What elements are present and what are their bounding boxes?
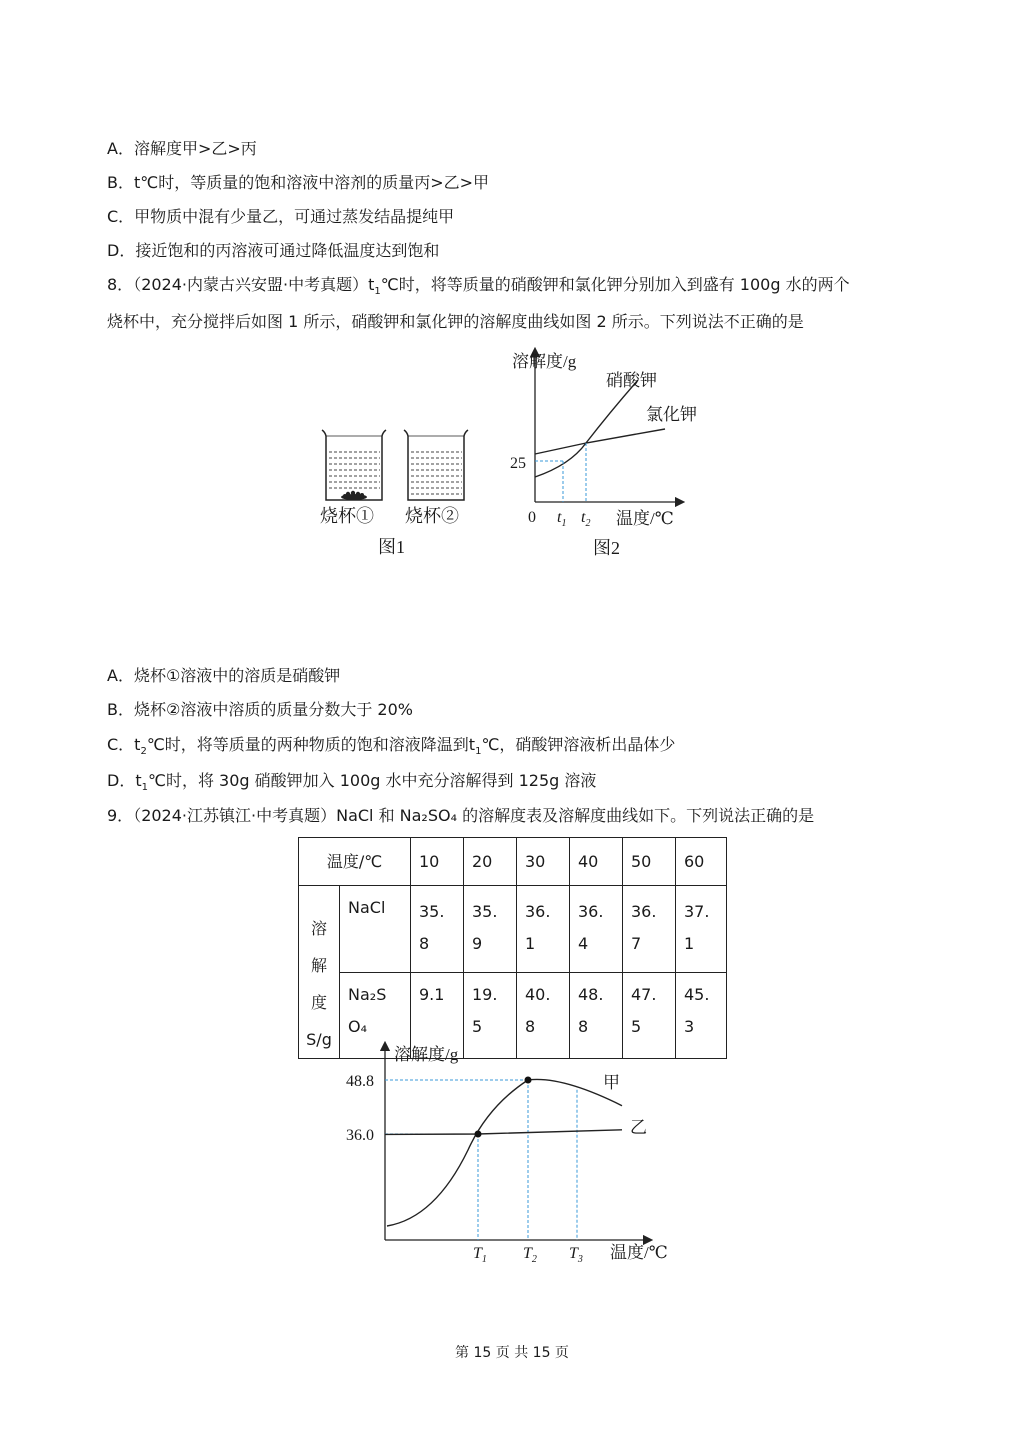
q9-T3-label: $T_3$ <box>569 1245 583 1265</box>
na2so4-20: 19. 5 <box>464 972 517 1059</box>
na2so4-60: 45. 3 <box>676 972 727 1059</box>
crystal-deposit <box>341 491 367 500</box>
point-jia-peak <box>525 1077 532 1084</box>
table-header-label: 温度/℃ <box>299 838 411 886</box>
nacl-50: 36. 7 <box>623 886 676 973</box>
na2so4-30: 40. 8 <box>517 972 570 1059</box>
na2so4-label: Na₂S O₄ <box>340 972 411 1059</box>
fig2-xlabel: 温度/℃ <box>616 509 674 528</box>
fig2-kno3-label: 硝酸钾 <box>606 371 657 390</box>
q7-option-d: D．接近饱和的丙溶液可通过降低温度达到饱和 <box>107 241 440 260</box>
q9-solubility-chart <box>340 1040 690 1270</box>
figure-1-caption: 图1 <box>378 537 405 557</box>
beaker-1-drawing <box>322 430 386 500</box>
fig2-kcl-label: 氯化钾 <box>646 405 697 424</box>
q9-number: 9． <box>107 806 134 825</box>
q8-source: （2024·内蒙古兴安盟·中考真题） <box>133 275 369 294</box>
temp-60: 60 <box>676 838 727 886</box>
q8-stem-line2: 烧杯中，充分搅拌后如图 1 所示，硝酸钾和氯化钾的溶解度曲线如图 2 所示。下列说法不正确的是 <box>107 312 804 331</box>
fig2-origin: 0 <box>528 509 536 526</box>
beaker-2-label: 烧杯② <box>405 506 459 526</box>
temp-30: 30 <box>517 838 570 886</box>
q9-source: （2024·江苏镇江·中考真题） <box>133 806 337 825</box>
q7-option-a: A．溶解度甲>乙>丙 <box>107 139 257 158</box>
fig2-t2-label: $t_2$ <box>581 509 591 529</box>
temp-20: 20 <box>464 838 517 886</box>
q9-stem-text: NaCl 和 Na₂SO₄ 的溶解度表及溶解度曲线如下。下列说法正确的是 <box>336 806 815 825</box>
temp-40: 40 <box>570 838 623 886</box>
kno3-curve <box>535 380 638 477</box>
q9-xlabel: 温度/℃ <box>610 1243 668 1262</box>
fig2-t1-label: $t_1$ <box>557 509 567 529</box>
q8-stem-line1 <box>107 275 850 302</box>
nacl-30: 36. 1 <box>517 886 570 973</box>
q8-option-a: A．烧杯①溶液中的溶质是硝酸钾 <box>107 666 341 685</box>
q9-ytick-high: 48.8 <box>346 1073 374 1090</box>
q8-figure-2 <box>500 340 700 565</box>
nacl-40: 36. 4 <box>570 886 623 973</box>
q9-yi-label: 乙 <box>630 1118 647 1137</box>
q8-figure-1 <box>310 420 480 560</box>
nacl-60: 37. 1 <box>676 886 727 973</box>
q9-jia-label: 甲 <box>603 1073 620 1092</box>
na2so4-50: 47. 5 <box>623 972 676 1059</box>
beaker-2-drawing <box>404 430 468 500</box>
q8-number: 8． <box>107 275 134 294</box>
point-intersection <box>475 1131 482 1138</box>
q8-option-c: C．$t_2℃$时，将等质量的两种物质的饱和溶液降温到$t_1℃$，硝酸钾溶液析出晶体少 <box>107 735 676 758</box>
q8-option-d: D．$t_1℃$时，将 30g 硝酸钾加入 100g 水中充分溶解得到 125g 溶液 <box>107 771 597 794</box>
temp-50: 50 <box>623 838 676 886</box>
beaker-1-label: 烧杯① <box>320 506 374 526</box>
nacl-label: NaCl <box>340 886 411 973</box>
q9-T2-label: $T_2$ <box>523 1245 537 1265</box>
q7-option-c: C．甲物质中混有少量乙，可通过蒸发结晶提纯甲 <box>107 207 455 226</box>
fig2-ytick-25: 25 <box>510 455 526 472</box>
page-footer: 第 15 页 共 15 页 <box>455 1345 569 1361</box>
q9-ytick-low: 36.0 <box>346 1127 374 1144</box>
q8-option-b: B．烧杯②溶液中溶质的质量分数大于 20% <box>107 700 413 719</box>
q8-stem-rest: ℃时，将等质量的硝酸钾和氯化钾分别加入到盛有 100g 水的两个 <box>380 275 850 294</box>
curve-yi <box>385 1130 622 1135</box>
solubility-row-label: 溶 解 度 S/g <box>299 886 340 1059</box>
q7-option-b: B．t℃时，等质量的饱和溶液中溶剂的质量丙>乙>甲 <box>107 173 490 192</box>
curve-jia <box>387 1079 622 1226</box>
fig2-ylabel: 溶解度/g <box>512 352 577 371</box>
q9-ylabel: 溶解度/g <box>394 1045 459 1064</box>
kcl-curve <box>535 429 665 454</box>
solubility-table <box>298 837 727 1059</box>
temp-10: 10 <box>411 838 464 886</box>
na2so4-40: 48. 8 <box>570 972 623 1059</box>
q9-stem <box>107 806 814 826</box>
q8-stem-t: t <box>368 275 375 294</box>
figure-2-caption: 图2 <box>593 538 620 558</box>
q8-stem-sub: 1 <box>374 286 381 298</box>
na2so4-10: 9.1 <box>411 972 464 1059</box>
q9-T1-label: $T_1$ <box>473 1245 487 1265</box>
nacl-10: 35. 8 <box>411 886 464 973</box>
nacl-20: 35. 9 <box>464 886 517 973</box>
